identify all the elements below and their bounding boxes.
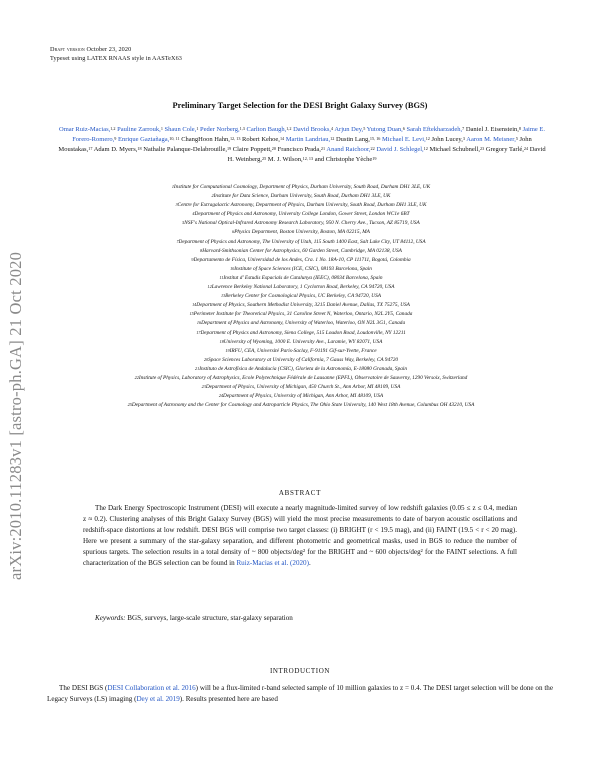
affiliation-text: Department of Astronomy and the Center for Cosmology and Astroparticle Physics, The Ohio State University, 140 West 18th Avenue, Columbus OH 43210, USA (131, 402, 475, 409)
affiliation-text: Institute for Data Science, Durham University, South Road, Durham DH1 3LE, UK (213, 193, 391, 200)
affiliation-text: Instituto de Astrofísica de Andalucía (CSIC), Glorieta de la Astronomía, E-18080 Granada, Spain (199, 365, 407, 372)
author-affiliation-number: 14 (279, 136, 285, 141)
author-affiliation-number: 1,2 (286, 126, 292, 131)
author-name[interactable]: David J. Schlegel, (376, 146, 424, 153)
author-affiliation-number: 12 (330, 136, 335, 141)
author-name[interactable]: Carlton Baugh, (246, 126, 287, 133)
affiliation-number: 16 (196, 320, 202, 326)
affiliation-item (48, 319, 554, 328)
affiliation-item (48, 210, 554, 219)
author-name[interactable]: Omar Ruiz-Macias, (59, 126, 111, 133)
affiliation-item (48, 183, 554, 192)
intro-citation-link-1[interactable]: DESI Collaboration et al. 2016 (107, 684, 196, 692)
affiliation-number: 24 (218, 393, 223, 399)
affiliation-item (48, 219, 554, 228)
author-name[interactable]: Sarah Eftekharzadeh, (406, 126, 463, 133)
author-affiliation-number: 4 (330, 126, 334, 131)
author-name: John Moustakas, (58, 136, 532, 153)
introduction-heading: INTRODUCTION (269, 667, 331, 675)
affiliation-item (48, 201, 554, 210)
affiliation-number: 15 (189, 311, 194, 317)
affiliation-item (48, 256, 554, 265)
author-name: M. J. Wilson, (267, 156, 303, 163)
affiliation-text: Harvard-Smithsonian Center for Astrophysics, 60 Garden Street, Cambridge, MA 02138, USA (202, 247, 402, 254)
abstract-heading: ABSTRACT (278, 489, 322, 497)
affiliation-text: University of Wyoming, 1000 E. University Ave., Laramie, WY 82071, USA (223, 338, 383, 345)
author-affiliation-number: 24 (523, 146, 529, 151)
affiliation-text: Departamento de Física, Universidad de los Andes, Cra. 1 No. 18A-10, CP 111711, Bogotá, Colombia (193, 256, 411, 263)
author-affiliation-number: 7 (462, 126, 465, 131)
affiliation-number: 23 (201, 384, 206, 390)
author-affiliation-number: 1 (160, 126, 163, 131)
author-name[interactable]: David Brooks, (293, 126, 331, 133)
author-name[interactable]: Martin Landriau, (285, 136, 331, 143)
author-affiliation-number: 20 (271, 146, 276, 151)
affiliation-item (48, 329, 554, 338)
affiliation-number: 19 (225, 347, 230, 353)
author-affiliation-number: 12, 13 (229, 136, 241, 141)
affiliation-text: Perimeter Institute for Theoretical Physics, 31 Caroline Street N, Waterloo, Ontario, N2L 2Y5, Canada (193, 311, 413, 318)
author-affiliation-number: 8 (518, 126, 521, 131)
affiliation-item (48, 365, 554, 374)
author-affiliation-number: 19 (226, 146, 232, 151)
affiliation-item (48, 310, 554, 319)
author-affiliation-number: 3 (462, 136, 465, 141)
affiliation-item (48, 374, 554, 383)
author-list (56, 125, 548, 165)
author-affiliation-number: 12, 13 (302, 156, 314, 161)
affiliation-text: Lawrence Berkeley National Laboratory, 1 Cyclotron Road, Berkeley, CA 94720, USA (211, 284, 395, 291)
author-name: Francisco Prada, (277, 146, 321, 153)
author-affiliation-number: 21 (320, 146, 326, 151)
author-name: Claire Poppett, (232, 146, 272, 153)
author-affiliation-number: 18 (137, 146, 142, 151)
affiliation-number: 21 (195, 365, 200, 371)
affiliation-text: Institute for Computational Cosmology, Department of Physics, Durham University, South Road, Durham DH1 3LE, UK (173, 184, 431, 190)
affiliation-text: Department of Physics, Southern Methodist University, 3215 Daniel Avenue, Dallas, TX 75275, USA (196, 302, 410, 309)
affiliation-number: 18 (219, 338, 224, 344)
author-name: David H. Weinberg, (227, 146, 546, 163)
author-affiliation-number: 1,2 (110, 126, 116, 131)
affiliation-text: Physics Department, Boston University, Boston, MA 02215, MA (234, 229, 370, 236)
intro-citation-link-2[interactable]: Dey et al. 2019 (136, 695, 180, 703)
author-affiliation-number: 10, 11 (169, 136, 180, 141)
author-name: ChangHoon Hahn, (181, 136, 230, 143)
author-affiliation-number: 15, 16 (369, 136, 381, 141)
author-name: Robert Kehoe, (242, 136, 280, 143)
draft-label: Draft version (50, 46, 85, 53)
affiliation-number: 7 (176, 238, 179, 244)
affiliation-number: 12 (207, 284, 212, 290)
affiliation-text: Institute of Physics, Laboratory of Astrophysics, Ecole Polytechnique Fédérale de Lausanne (EPFL), Observatoire de Sauverny, 1290 Versoix, Switzerland (138, 374, 468, 381)
affiliation-number: 22 (134, 374, 139, 380)
author-name: Nathalie Palanque-Delabrouille, (143, 146, 227, 153)
draft-version-line (50, 45, 182, 54)
author-name: Gregory Tarlé, (485, 146, 524, 153)
author-name[interactable]: Enrique Gaztañaga, (117, 136, 170, 143)
affiliation-item (48, 383, 554, 392)
affiliation-number: 10 (230, 265, 235, 271)
affiliation-item (48, 265, 554, 274)
affiliation-text: IRFU, CEA, Université Paris-Saclay, F-91191 Gif-sur-Yvette, France (229, 347, 377, 354)
intro-text-1: The DESI BGS ( (59, 684, 108, 692)
draft-header (50, 45, 182, 63)
affiliation-item (48, 347, 554, 356)
affiliation-text: Department of Physics and Astronomy, University of Waterloo, Waterloo, ON N2L 3G1, Canada (201, 320, 406, 327)
intro-text-3: ). Results presented here are based (179, 695, 278, 703)
author-name: and Christophe Yèche (314, 156, 373, 163)
affiliation-number: 11 (219, 274, 224, 280)
affiliation-text: Space Sciences Laboratory at University of California, 7 Gauss Way, Berkeley, CA 94720 (208, 356, 399, 363)
arxiv-stamp: arXiv:2010.11283v1 [astro-ph.GA] 21 Oct 2020 (6, 251, 25, 580)
intro-text-2: ) will be a flux-limited r-band selected sample of 10 million galaxies to z = 0.4. The DESI target selection will be done on the Legacy Surveys (LS) imaging ( (47, 684, 553, 703)
author-name: John Lucey, (431, 136, 463, 143)
author-affiliation-number: 1 (196, 126, 199, 131)
author-name[interactable]: Jaime E. Forero-Romero, (72, 126, 545, 143)
affiliation-number: 13 (220, 293, 226, 299)
author-affiliation-number: 23 (480, 146, 485, 151)
affiliation-number: 17 (196, 329, 201, 335)
keywords (83, 613, 517, 624)
affiliation-text: Institute of Space Sciences (ICE, CSIC), 08193 Barcelona, Spain (234, 265, 372, 272)
introduction-body (47, 683, 553, 705)
author-name[interactable]: Yutong Duan, (366, 126, 403, 133)
author-name: Adam D. Myers, (93, 146, 138, 153)
affiliation-item (48, 274, 554, 283)
affiliation-list (48, 183, 554, 410)
affiliation-item (48, 238, 554, 247)
affiliation-item (48, 392, 554, 401)
author-name[interactable]: Aaron M. Meisner, (466, 136, 516, 143)
author-name[interactable]: Shaun Cole, (164, 126, 197, 133)
affiliation-item (48, 401, 554, 410)
author-name: Daniel J. Eisenstein, (465, 126, 519, 133)
affiliation-number: 25 (127, 402, 132, 408)
author-name[interactable]: Pauline Zarrouk, (117, 126, 161, 133)
affiliation-number: 20 (203, 356, 209, 362)
affiliation-text: Centre for Extragalactic Astronomy, Department of Physics, Durham University, South Road, Durham DH1 3LE, UK (177, 202, 427, 209)
affiliation-number: 6 (232, 229, 235, 235)
affiliation-text: Department of Physics and Astronomy, Siena College, 515 Loudon Road, Loudonville, NY 12211 (200, 329, 406, 336)
author-name: Michael Schubnell, (429, 146, 480, 153)
affiliation-item (48, 283, 554, 292)
abstract-end: . (308, 559, 311, 567)
keywords-label: Keywords: (95, 614, 126, 622)
affiliation-number: 9 (191, 256, 194, 262)
affiliation-text: Department of Physics and Astronomy, The University of Utah, 115 South 1400 East, Salt Lake City, UT 84112, USA (178, 238, 426, 245)
author-name[interactable]: Arjun Dey, (334, 126, 364, 133)
affiliation-text: Berkeley Center for Cosmological Physics, UC Berkeley, CA 94720, USA (225, 293, 382, 300)
affiliation-text: NSF's National Optical-Infrared Astronomy Research Laboratory, 950 N. Cherry Ave., Tucson, AZ 85719, USA (184, 220, 420, 227)
author-name: Dustin Lang, (335, 136, 370, 143)
affiliation-text: Department of Physics, University of Michigan, 450 Church St., Ann Arbor, MI 48109, USA (205, 384, 401, 391)
affiliation-item (48, 292, 554, 301)
paper-title: Preliminary Target Selection for the DESI Bright Galaxy Survey (BGS) (172, 101, 428, 110)
typeset-line: Typeset using LATEX RNAAS style in AASTeX63 (50, 55, 182, 62)
affiliation-number: 4 (192, 211, 195, 217)
author-affiliation-number: 6 (402, 126, 405, 131)
author-affiliation-number: 19 (372, 156, 377, 161)
keywords-text: BGS, surveys, large-scale structure, star-galaxy separation (127, 614, 293, 622)
affiliation-number: 8 (200, 247, 203, 253)
affiliation-number: 5 (182, 220, 185, 226)
author-affiliation-number: 1,3 (239, 126, 245, 131)
affiliation-item (48, 247, 554, 256)
author-affiliation-number: 9 (114, 136, 117, 141)
abstract-body (83, 503, 517, 569)
affiliation-text: Institut d' Estudis Espacials de Catalunya (IEEC), 08034 Barcelona, Spain (223, 274, 383, 281)
author-name[interactable]: Peder Norberg, (200, 126, 240, 133)
author-affiliation-number: 25 (261, 156, 267, 161)
draft-date: October 23, 2020 (86, 46, 132, 53)
affiliation-item (48, 192, 554, 201)
affiliation-text: Department of Physics, University of Michigan, Ann Arbor, MI 48109, USA (223, 393, 384, 400)
affiliation-item (48, 338, 554, 347)
affiliation-item (48, 228, 554, 237)
author-affiliation-number: 5 (363, 126, 366, 131)
author-name[interactable]: Michael E. Levi, (382, 136, 426, 143)
abstract-citation-link[interactable]: Ruiz-Macias et al. (2020) (236, 559, 309, 567)
affiliation-text: Department of Physics and Astronomy, University College London, Gower Street, London WC1e 6BT (194, 211, 410, 218)
affiliation-number: 14 (192, 302, 197, 308)
affiliation-number: 2 (211, 193, 214, 199)
author-affiliation-number: 5 (515, 136, 518, 141)
author-affiliation-number: 12 (425, 136, 430, 141)
author-affiliation-number: 22 (370, 146, 375, 151)
author-affiliation-number: 17 (88, 146, 93, 151)
abstract-text: The Dark Energy Spectroscopic Instrument (DESI) will execute a nearly magnitude-limited survey of low redshift galaxies (0.05 ≤ z ≤ 0.4, median z ≈ 0.2). Clustering analyses of this Bright Galaxy Survey (BGS) will yield the most precise measurements to date of baryon acoustic oscillations and redshift-space distortions at low redshift. DESI BGS will comprise two target classes: (i) BRIGHT (r < 19.5 mag), and (ii) FAINT (19.5 < r < 20 mag). Here we present a summary of the star-galaxy separation, and different photometric and geometrical masks, used in BGS to reduce the number of spurious targets. The selection results in a total density of ~ 800 objects/deg² for the BRIGHT and ~ 600 objects/deg² for the FAINT selections. A full characterization of the BGS selection can be found in (83, 504, 517, 567)
affiliation-item (48, 301, 554, 310)
affiliation-number: 3 (175, 202, 178, 208)
author-affiliation-number: 12 (423, 146, 428, 151)
affiliation-number: 1 (171, 184, 174, 189)
author-name[interactable]: Anand Raichoor, (326, 146, 371, 153)
affiliation-item (48, 356, 554, 365)
